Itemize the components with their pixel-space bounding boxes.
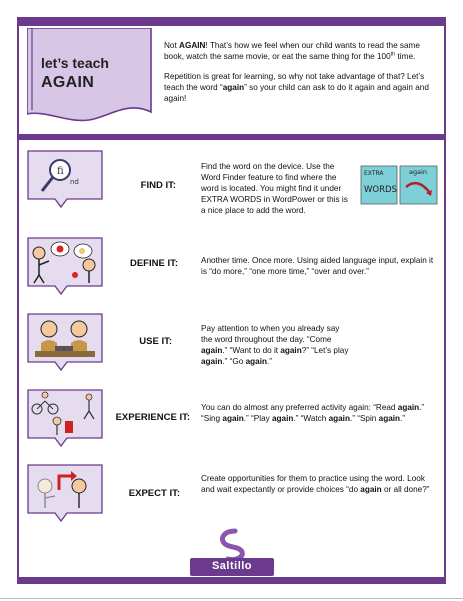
define-icon-card — [27, 237, 103, 299]
text-run: Repetition is great for learning, so why not take advantage of that? Let’s teach the word “ — [164, 72, 425, 92]
people-talking-icon — [27, 237, 103, 299]
top-bar — [17, 17, 446, 26]
find-text — [201, 161, 351, 216]
intro-paragraph-2 — [164, 71, 434, 104]
text-run: Find the word on the device. Use the Word Finder feature to find where the word is located. You might find it under EXTRA WORDS in WordPower or this is a nice place to add the word. — [201, 162, 348, 215]
frame-left-rule — [17, 18, 19, 583]
word-finder-icon — [360, 165, 438, 207]
banner-line-1: let’s teach — [41, 55, 109, 71]
banner-line-2: AGAIN — [41, 74, 95, 91]
text-run: again — [272, 414, 294, 423]
text-run: again — [245, 357, 267, 366]
text-run: Create opportunities for them to practice using the word. Look and wait expectantly or provide choices “do — [201, 474, 425, 494]
text-run: again — [378, 414, 401, 423]
experience-icon-card — [27, 389, 103, 451]
text-run: .” — [400, 414, 406, 423]
svg-text:nd: nd — [70, 178, 79, 186]
use-icon-card — [27, 313, 103, 375]
define-label: DEFINE IT: — [129, 258, 178, 269]
text-run: ” so your child can ask to do it again and again and again! — [164, 83, 429, 103]
text-run: .” “Watch — [293, 414, 329, 423]
text-run: Another time. Once more. Using aided language input, explain it is “do more,” “one more time,” “over and over.” — [201, 256, 434, 276]
text-run: .” “Play — [243, 414, 272, 423]
use-text — [201, 323, 351, 367]
text-run: again — [222, 83, 245, 92]
text-run: again — [201, 346, 223, 355]
text-run: again — [360, 485, 382, 494]
text-run: .” “Sing — [201, 403, 425, 423]
people-at-table-icon — [27, 313, 103, 375]
magnifier-find-icon — [27, 150, 103, 212]
find-label: FIND IT: — [140, 180, 176, 191]
text-run: again — [222, 414, 244, 423]
saltillo-logo — [190, 528, 274, 576]
expect-icon-card — [27, 464, 103, 526]
experience-label: EXPERIENCE IT: — [115, 412, 190, 423]
svg-text:fi: fi — [57, 166, 64, 177]
divider-bar — [17, 134, 446, 140]
text-run: ! That’s how we feel when our child wants to read the same book, watch the same movie, or eat the same thing for the 100 — [164, 41, 420, 61]
again-arrow-people-icon — [27, 464, 103, 526]
wf-words-label: WORDS — [364, 185, 397, 195]
page-edge — [0, 598, 463, 599]
text-run: .” — [266, 357, 272, 366]
wf-extra-label: EXTRA — [364, 170, 384, 177]
text-run: ?” “Let’s play — [301, 346, 349, 355]
saltillo-wordmark: Saltillo — [211, 560, 253, 572]
experience-text — [201, 402, 436, 424]
text-run: Not — [164, 41, 180, 50]
define-text — [201, 255, 436, 277]
text-run: time. — [395, 52, 416, 61]
text-run: again — [201, 357, 223, 366]
bottom-bar — [17, 577, 446, 584]
activities-icon — [27, 389, 103, 451]
text-run: .” “Spin — [349, 414, 379, 423]
text-run: Pay attention to when you already say the word throughout the day. “Come — [201, 324, 340, 344]
expect-text — [201, 473, 436, 495]
text-run: AGAIN — [179, 41, 206, 50]
frame-right-rule — [444, 18, 446, 583]
text-run: or all done?” — [381, 485, 430, 494]
use-label: USE IT: — [139, 336, 172, 347]
find-icon-card — [27, 150, 103, 212]
expect-label: EXPECT IT: — [128, 488, 180, 499]
text-run: th — [390, 51, 396, 58]
text-run: again — [397, 403, 420, 412]
text-run: You can do almost any preferred activity again: “Read — [201, 403, 398, 412]
text-run: again — [328, 414, 350, 423]
wf-again-label: again — [409, 168, 428, 176]
intro-paragraph-1 — [164, 40, 434, 62]
text-run: .” “Want to do it — [222, 346, 281, 355]
title-banner — [27, 28, 153, 126]
text-run: .” “Go — [222, 357, 246, 366]
text-run: again — [280, 346, 302, 355]
intro-text — [164, 40, 434, 113]
